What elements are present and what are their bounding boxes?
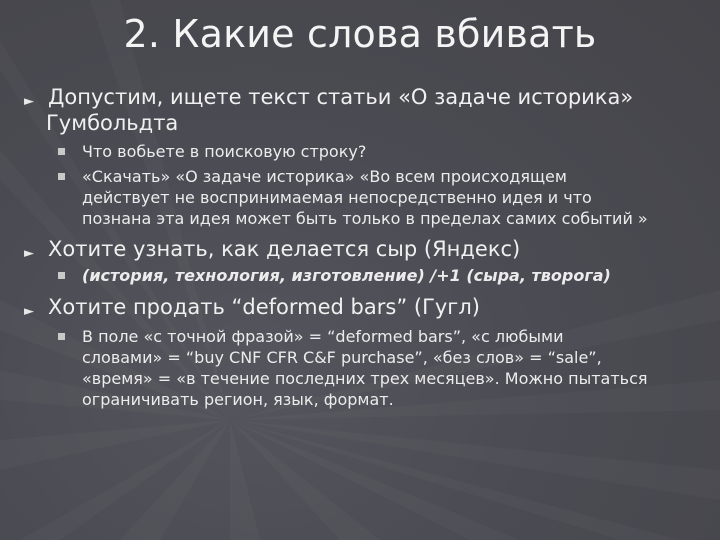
- subpoint-1-1-text: Что вобьете в поисковую строку?: [82, 142, 367, 161]
- square-bullet-icon: [58, 272, 65, 279]
- bullet-point-3-line-1: Хотите продать “deformed bars” (Гугл): [48, 295, 480, 319]
- bullet-point-1-line-1: Допустим, ищете текст статьи «О задаче историка»: [48, 85, 634, 109]
- subpoint-1-2-line-1: «Скачать» «О задаче историка» «Во всем происходящем: [82, 167, 567, 186]
- square-bullet-icon: [58, 333, 65, 340]
- subpoint-3-1-line-3: «время» = «в течение последних трех месяцев». Можно пытаться: [82, 369, 648, 388]
- subpoint-3-1-line-2: словами» = “buy CNF CFR C&F purchase”, «без слов» = “sale”,: [82, 348, 602, 367]
- bullet-point-1-continuation: [46, 110, 178, 136]
- square-bullet-icon: [58, 173, 65, 180]
- subpoint-3-1-line-1: В поле «с точной фразой» = “deformed bars”, «с любыми: [82, 327, 564, 346]
- square-bullet-icon: [58, 148, 65, 155]
- triangle-arrow-bullet-icon: ►: [24, 304, 34, 319]
- triangle-arrow-bullet-icon: ►: [24, 94, 34, 109]
- bullet-point-1-line-2: Гумбольдта: [46, 111, 179, 135]
- subpoint-2-1-text: (история, технология, изготовление) /+1 (сыра, творога): [82, 266, 611, 285]
- bullet-point-2-line-1: Хотите узнать, как делается сыр (Яндекс): [48, 237, 521, 261]
- slide-title: 2. Какие слова вбивать: [123, 12, 597, 56]
- subpoint-1-2-line-2: действует не воспринимаемая непосредственно идея и что: [82, 188, 592, 207]
- subpoint-1-2-line-3: познана эта идея может быть только в пределах самих событий »: [82, 209, 648, 228]
- subpoint-3-1-line-4: ограничивать регион, язык, формат.: [82, 390, 394, 409]
- triangle-arrow-bullet-icon: ►: [24, 246, 34, 261]
